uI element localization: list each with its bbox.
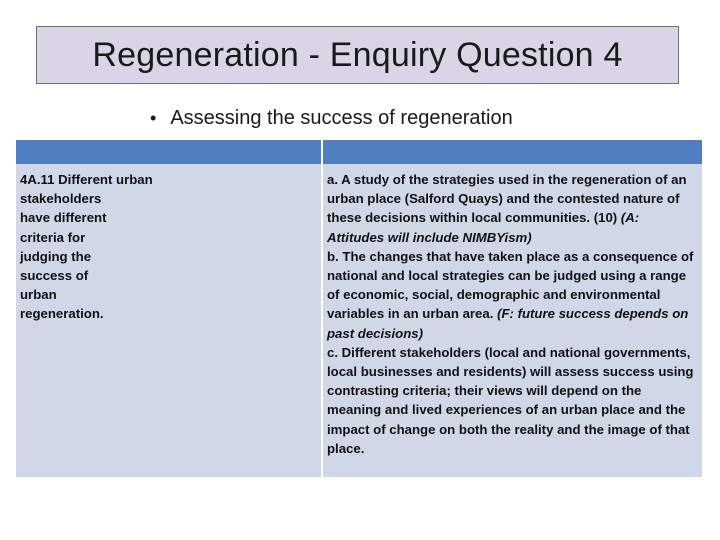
title-box <box>36 26 679 84</box>
content-table <box>16 140 702 477</box>
bullet-text: Assessing the success of regeneration <box>170 107 513 129</box>
spec-reference-cell <box>16 164 323 477</box>
slide-title: Regeneration - Enquiry Question 4 <box>92 35 623 74</box>
table-header-cell-2 <box>323 140 702 164</box>
spec-line: have different <box>20 210 107 226</box>
table-header-cell-1 <box>16 140 323 164</box>
content-cell <box>323 164 702 477</box>
point-b-italic: (F: future success depends on past decisions) <box>327 306 689 341</box>
spec-line: stakeholders <box>20 191 102 207</box>
bullet-point <box>150 107 513 130</box>
spec-line: urban <box>20 287 57 303</box>
spec-line: judging the <box>20 248 92 264</box>
point-a-text: a. A study of the strategies used in the regeneration of an urban place (Salford Quays) and the contested nature of these decisions within local communities. (10) <box>327 172 687 226</box>
spec-line: regeneration. <box>20 306 104 322</box>
point-a-italic: (A: Attitudes will include NIMBYism) <box>327 210 640 245</box>
spec-line: success of <box>20 268 89 284</box>
bullet-icon: • <box>150 108 157 128</box>
point-b-text: b. The changes that have taken place as a consequence of national and local strategies can be judged using a range of economic, social, demographic and environmental variables in an urban area. <box>327 248 694 322</box>
point-c-text: c. Different stakeholders (local and national governments, local businesses and residents) will assess success using contrasting criteria; their views will depend on the meaning and lived experiences of an urban place and the impact of change on both the reality and the image of that place. <box>327 344 694 456</box>
spec-line: criteria for <box>20 229 86 245</box>
table-header-row <box>16 140 702 164</box>
spec-line: 4A.11 Different urban <box>20 172 153 187</box>
table-row <box>16 164 702 477</box>
